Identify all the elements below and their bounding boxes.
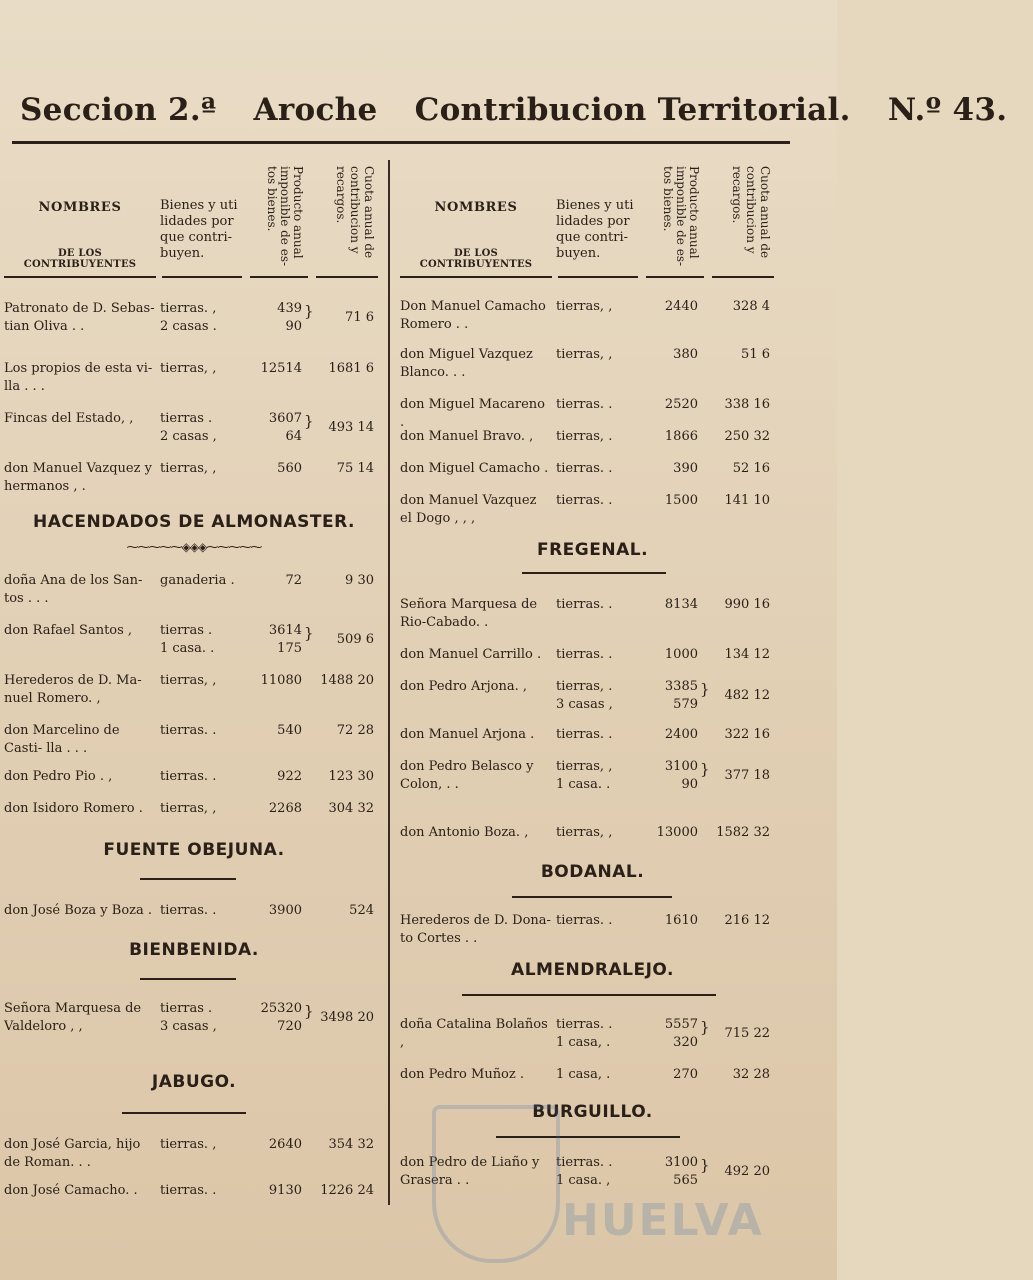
contribuyente-name: don Rafael Santos ,: [4, 623, 133, 638]
brace: }: [304, 302, 314, 320]
bienes-cell: 1 casa, .: [556, 1067, 611, 1082]
right-column: [400, 160, 785, 1188]
producto-cell: 9130: [268, 1183, 302, 1198]
title-seccion: Seccion 2.ª: [20, 92, 217, 128]
cuota-cell: 1681 6: [328, 361, 374, 376]
bienes-cell: tierras . 1 casa. .: [160, 623, 215, 656]
producto-cell: 11080: [260, 673, 302, 688]
producto-cell: 922: [277, 769, 302, 784]
cuota-cell: 377 18: [724, 768, 770, 783]
bienes-cell: tierras, ,: [556, 825, 613, 840]
producto-cell: 380: [673, 347, 698, 362]
header-bienes: Bienes y uti lidades por que contri- buyen.: [160, 198, 238, 261]
bienes-cell: tierras. .: [556, 397, 613, 412]
bienes-cell: tierras. .: [160, 1183, 217, 1198]
bienes-cell: tierras. .: [556, 597, 613, 612]
contribuyente-name: don Antonio Boza. ,: [400, 825, 529, 840]
brace: }: [700, 760, 710, 778]
producto-cell: 2400: [664, 727, 698, 742]
table-header: [400, 160, 785, 278]
contribuyente-name: Señora Marquesa de Rio-Cabado. .: [400, 597, 538, 630]
cuota-cell: 509 6: [336, 632, 374, 647]
bienes-cell: tierras. .: [160, 723, 217, 738]
section-jabugo: JABUGO.: [151, 1072, 237, 1092]
table-header: [4, 160, 384, 278]
title-place: Aroche: [253, 92, 378, 128]
cuota-cell: 328 4: [732, 299, 770, 314]
bienes-cell: tierras. .: [556, 913, 613, 928]
section-fregenal: FREGENAL.: [536, 540, 649, 560]
cuota-cell: 492 20: [724, 1164, 770, 1179]
bienes-cell: tierras, ,: [556, 299, 613, 314]
bienes-cell: tierras, .: [556, 429, 613, 444]
title-rule: [12, 141, 790, 144]
producto-cell: 12514: [260, 361, 302, 376]
bienes-cell: tierras . 2 casas ,: [160, 411, 217, 444]
cuota-cell: 134 12: [724, 647, 770, 662]
producto-cell: 2268: [268, 801, 302, 816]
producto-cell: 540: [277, 723, 302, 738]
header-bienes: Bienes y uti lidades por que contri- buyen.: [556, 198, 634, 261]
cuota-cell: 123 30: [328, 769, 374, 784]
cuota-cell: 482 12: [724, 688, 770, 703]
cuota-cell: 1582 32: [716, 825, 770, 840]
cuota-cell: 75 14: [336, 461, 374, 476]
ornament: ⁓⁓⁓⁓⁓◈◈◈⁓⁓⁓⁓⁓: [126, 540, 262, 554]
cuota-cell: 71 6: [345, 310, 374, 325]
contribuyente-name: don Miguel Camacho .: [400, 461, 549, 476]
cuota-cell: 715 22: [724, 1026, 770, 1041]
header-cuota: Cuota anual de contribucion y recargos.: [730, 166, 772, 259]
producto-cell: 72: [285, 573, 302, 588]
producto-cell: 439 90: [277, 301, 302, 334]
bienes-cell: ganaderia .: [160, 573, 235, 588]
bienes-cell: tierras. ,: [160, 1137, 217, 1152]
title-label: Contribucion Territorial.: [414, 92, 851, 128]
cuota-cell: 72 28: [336, 723, 374, 738]
contribuyente-name: don Miguel Vazquez Blanco. . .: [400, 347, 533, 380]
brace: }: [304, 412, 314, 430]
contribuyente-name: Los propios de esta vi- lla . . .: [4, 361, 153, 394]
column-divider: [388, 160, 390, 1205]
producto-cell: 3100 565: [664, 1155, 698, 1188]
cuota-cell: 1226 24: [320, 1183, 374, 1198]
cuota-cell: 493 14: [328, 420, 374, 435]
section-almonaster: HACENDADOS DE ALMONASTER.: [33, 512, 355, 532]
page-title: [20, 92, 1008, 128]
producto-cell: 8134: [664, 597, 698, 612]
producto-cell: 1500: [664, 493, 698, 508]
cuota-cell: 250 32: [724, 429, 770, 444]
cuota-cell: 1488 20: [320, 673, 374, 688]
bienes-cell: tierras. . 1 casa, .: [556, 1017, 613, 1050]
contribuyente-name: don Isidoro Romero .: [4, 801, 143, 816]
cuota-cell: 322 16: [724, 727, 770, 742]
cuota-cell: 141 10: [724, 493, 770, 508]
header-cuota: Cuota anual de contribucion y recargos.: [334, 166, 376, 259]
producto-cell: 25320 720: [260, 1001, 302, 1034]
bienes-cell: tierras. .: [160, 903, 217, 918]
producto-cell: 3385 579: [664, 679, 698, 712]
contribuyente-name: don Marcelino de Casti- lla . . .: [4, 723, 120, 756]
contribuyente-name: Herederos de D. Ma- nuel Romero. ,: [4, 673, 142, 706]
header-producto: Producto anual imponible de es- tos bienes.: [661, 166, 701, 267]
contribuyente-name: don Manuel Vazquez el Dogo , , ,: [400, 493, 537, 526]
producto-cell: 270: [673, 1067, 698, 1082]
header-producto: Producto anual imponible de es- tos bienes.: [265, 166, 305, 267]
producto-cell: 390: [673, 461, 698, 476]
section-fuente-obejuna: FUENTE OBEJUNA.: [103, 840, 285, 860]
brace: }: [304, 1002, 314, 1020]
header-nombres: NOMBRES: [38, 200, 122, 215]
bienes-cell: tierras. .: [556, 727, 613, 742]
producto-cell: 13000: [656, 825, 698, 840]
bienes-cell: tierras, ,: [160, 673, 217, 688]
producto-cell: 560: [277, 461, 302, 476]
bienes-cell: tierras, ,: [160, 361, 217, 376]
header-nombres: NOMBRES: [434, 200, 518, 215]
contribuyente-name: don Pedro Pio . ,: [4, 769, 113, 784]
left-column: [4, 160, 384, 1198]
brace: }: [700, 680, 710, 698]
producto-cell: 1866: [664, 429, 698, 444]
bienes-cell: tierras. , 2 casas .: [160, 301, 217, 334]
producto-cell: 5557 320: [664, 1017, 698, 1050]
producto-cell: 2520: [664, 397, 698, 412]
cuota-cell: 990 16: [724, 597, 770, 612]
section-almendralejo: ALMENDRALEJO.: [511, 960, 674, 980]
brace: }: [700, 1156, 710, 1174]
cuota-cell: 9 30: [345, 573, 374, 588]
cuota-cell: 216 12: [724, 913, 770, 928]
section-burguillo: BURGUILLO.: [532, 1102, 653, 1122]
bienes-cell: tierras. . 1 casa. ,: [556, 1155, 613, 1188]
producto-cell: 2640: [268, 1137, 302, 1152]
producto-cell: 3100 90: [664, 759, 698, 792]
bienes-cell: tierras. .: [160, 769, 217, 784]
contribuyente-name: Herederos de D. Dona- to Cortes . .: [400, 913, 551, 946]
cuota-cell: 32 28: [732, 1067, 770, 1082]
contribuyente-name: don José Garcia, hijo de Roman. . .: [4, 1137, 141, 1170]
header-contribuyentes: DE LOS CONTRIBUYENTES: [23, 248, 137, 270]
section-bienbenida: BIENBENIDA.: [129, 940, 259, 960]
contribuyente-name: don Manuel Arjona .: [400, 727, 535, 742]
producto-cell: 3900: [268, 903, 302, 918]
shield-icon: [432, 1105, 560, 1263]
contribuyente-name: don José Boza y Boza .: [4, 903, 153, 918]
contribuyente-name: Fincas del Estado, ,: [4, 411, 134, 426]
title-number: N.º 43.: [887, 92, 1008, 128]
contribuyente-name: don Manuel Carrillo .: [400, 647, 542, 662]
bienes-cell: tierras, ,: [160, 461, 217, 476]
cuota-cell: 354 32: [328, 1137, 374, 1152]
brace: }: [304, 624, 314, 642]
cuota-cell: 51 6: [741, 347, 770, 362]
bienes-cell: tierras. .: [556, 461, 613, 476]
cuota-cell: 338 16: [724, 397, 770, 412]
contribuyente-name: don Manuel Vazquez y hermanos , .: [4, 461, 152, 494]
section-bodanal: BODANAL.: [540, 862, 645, 882]
contribuyente-name: don José Camacho. .: [4, 1183, 138, 1198]
bienes-cell: tierras, ,: [556, 347, 613, 362]
watermark-text: HUELVA: [562, 1195, 764, 1246]
contribuyente-name: Don Manuel Camacho Romero . .: [400, 299, 546, 332]
producto-cell: 1610: [664, 913, 698, 928]
cuota-cell: 524: [349, 903, 374, 918]
bienes-cell: tierras, ,: [160, 801, 217, 816]
contribuyente-name: don Pedro de Liaño y Grasera . .: [400, 1155, 540, 1188]
producto-cell: 3607 64: [268, 411, 302, 444]
contribuyente-name: don Pedro Arjona. ,: [400, 679, 527, 694]
producto-cell: 1000: [664, 647, 698, 662]
contribuyente-name: Patronato de D. Sebas- tian Oliva . .: [4, 301, 155, 334]
contribuyente-name: doña Ana de los San- tos . . .: [4, 573, 143, 606]
cuota-cell: 52 16: [732, 461, 770, 476]
bienes-cell: tierras. .: [556, 493, 613, 508]
contribuyente-name: don Manuel Bravo. ,: [400, 429, 534, 444]
producto-cell: 2440: [664, 299, 698, 314]
contribuyente-name: doña Catalina Bolaños ,: [400, 1017, 548, 1050]
cuota-cell: 304 32: [328, 801, 374, 816]
contribuyente-name: Señora Marquesa de Valdeloro , ,: [4, 1001, 142, 1034]
contribuyente-name: don Pedro Muñoz .: [400, 1067, 525, 1082]
cuota-cell: 3498 20: [320, 1010, 374, 1025]
contribuyente-name: don Miguel Macareno .: [400, 397, 545, 430]
bienes-cell: tierras, , 1 casa. .: [556, 759, 613, 792]
brace: }: [700, 1018, 710, 1036]
bienes-cell: tierras, . 3 casas ,: [556, 679, 613, 712]
bienes-cell: tierras. .: [556, 647, 613, 662]
contribuyente-name: don Pedro Belasco y Colon, . .: [400, 759, 534, 792]
bienes-cell: tierras . 3 casas ,: [160, 1001, 217, 1034]
header-contribuyentes: DE LOS CONTRIBUYENTES: [419, 248, 533, 270]
producto-cell: 3614 175: [268, 623, 302, 656]
library-watermark: [432, 1085, 762, 1265]
